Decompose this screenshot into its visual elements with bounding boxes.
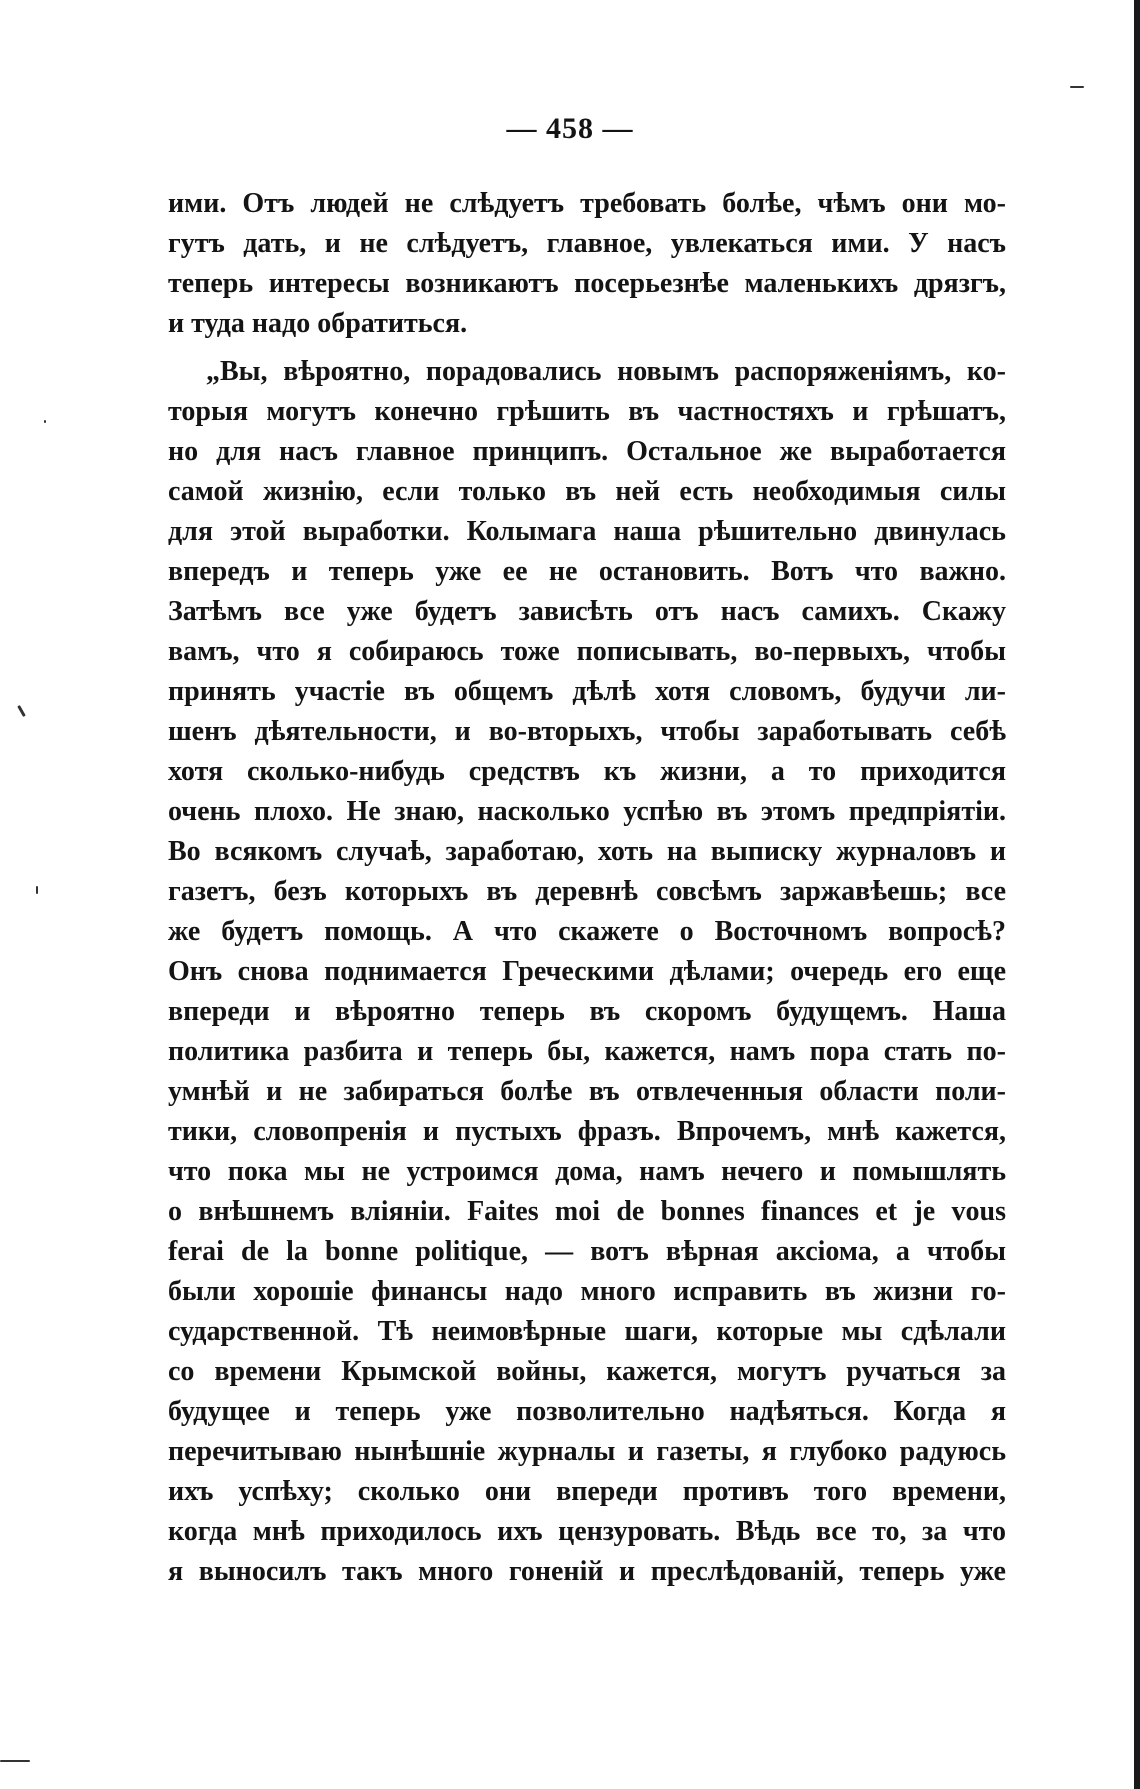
- text-line: перечитываю нынѣшніе журналы и газеты, я глубоко радуюсь: [168, 1436, 1006, 1467]
- text-line: впередъ и теперь уже ее не остановить. Вотъ что важно.: [168, 556, 1006, 587]
- text-line: умнѣй и не забираться болѣе въ отвлеченныя области поли-: [168, 1076, 1006, 1107]
- text-line: сударственной. Тѣ неимовѣрные шаги, которые мы сдѣлали: [168, 1316, 1006, 1347]
- text-line: Онъ снова поднимается Греческими дѣлами; очередь его еще: [168, 956, 1006, 987]
- paragraph: [168, 352, 1006, 1592]
- text-line: теперь интересы возникаютъ посерьезнѣе маленькихъ дрязгъ,: [168, 268, 1006, 299]
- text-line: очень плохо. Не знаю, насколько успѣю въ этомъ предпріятіи.: [168, 796, 1006, 827]
- text-line: о внѣшнемъ вліяніи. Faites moi de bonnes finances et je vous: [168, 1196, 1006, 1227]
- body-text: [168, 184, 1006, 1592]
- text-line: когда мнѣ приходилось ихъ цензуровать. Вѣдь все то, за что: [168, 1516, 1006, 1547]
- page-edge-shadow: [1134, 0, 1140, 1789]
- text-line: тики, словопренія и пустыхъ фразъ. Впрочемъ, мнѣ кажется,: [168, 1116, 1006, 1147]
- scan-speck: [0, 1760, 30, 1762]
- scan-speck: [1070, 86, 1084, 88]
- text-line: же будетъ помощь. А что скажете о Восточномъ вопросѣ?: [168, 916, 1006, 947]
- scan-speck: [44, 420, 46, 423]
- text-line: вамъ, что я собираюсь тоже пописывать, во-первыхъ, чтобы: [168, 636, 1006, 667]
- text-line: Во всякомъ случаѣ, заработаю, хоть на выписку журналовъ и: [168, 836, 1006, 867]
- text-line: ferai de la bonne politique, — вотъ вѣрная аксіома, а чтобы: [168, 1236, 1006, 1267]
- scan-speck: [17, 705, 26, 717]
- text-line: я выносилъ такъ много гоненій и преслѣдованій, теперь уже: [168, 1556, 1006, 1587]
- text-line: политика разбита и теперь бы, кажется, намъ пора стать по-: [168, 1036, 1006, 1067]
- text-line: ихъ успѣху; сколько они впереди противъ того времени,: [168, 1476, 1006, 1507]
- text-line: были хорошіе финансы надо много исправить въ жизни го-: [168, 1276, 1006, 1307]
- text-line: для этой выработки. Колымага наша рѣшительно двинулась: [168, 516, 1006, 547]
- text-line: торыя могутъ конечно грѣшить въ частностяхъ и грѣшатъ,: [168, 396, 1006, 427]
- text-line: что пока мы не устроимся дома, намъ нечего и помышлять: [168, 1156, 1006, 1187]
- text-line: со времени Крымской войны, кажется, могутъ ручаться за: [168, 1356, 1006, 1387]
- page-number: — 458 —: [506, 112, 634, 145]
- text-line: но для насъ главное принципъ. Остальное же выработается: [168, 436, 1006, 467]
- text-line: и туда надо обратиться.: [168, 308, 468, 339]
- text-line: будущее и теперь уже позволительно надѣяться. Когда я: [168, 1396, 1006, 1427]
- paragraph-gap: [168, 344, 1006, 352]
- text-line: гутъ дать, и не слѣдуетъ, главное, увлекаться ими. У насъ: [168, 228, 1006, 259]
- paragraph: [168, 184, 1006, 344]
- text-line: газетъ, безъ которыхъ въ деревнѣ совсѣмъ заржавѣешь; все: [168, 876, 1006, 907]
- text-line: „Вы, вѣроятно, порадовались новымъ распоряженіямъ, ко-: [206, 356, 1006, 387]
- scan-speck: [36, 886, 38, 894]
- text-line: Затѣмъ все уже будетъ зависѣть отъ насъ самихъ. Скажу: [168, 596, 1006, 627]
- text-line: самой жизнію, если только въ ней есть необходимыя силы: [168, 476, 1006, 507]
- text-line: принять участіе въ общемъ дѣлѣ хотя словомъ, будучи ли-: [168, 676, 1006, 707]
- text-line: хотя сколько-нибудь средствъ къ жизни, а то приходится: [168, 756, 1006, 787]
- text-line: впереди и вѣроятно теперь въ скоромъ будущемъ. Наша: [168, 996, 1006, 1027]
- text-line: ими. Отъ людей не слѣдуетъ требовать болѣе, чѣмъ они мо-: [168, 188, 1006, 219]
- text-line: шенъ дѣятельности, и во-вторыхъ, чтобы заработывать себѣ: [168, 716, 1006, 747]
